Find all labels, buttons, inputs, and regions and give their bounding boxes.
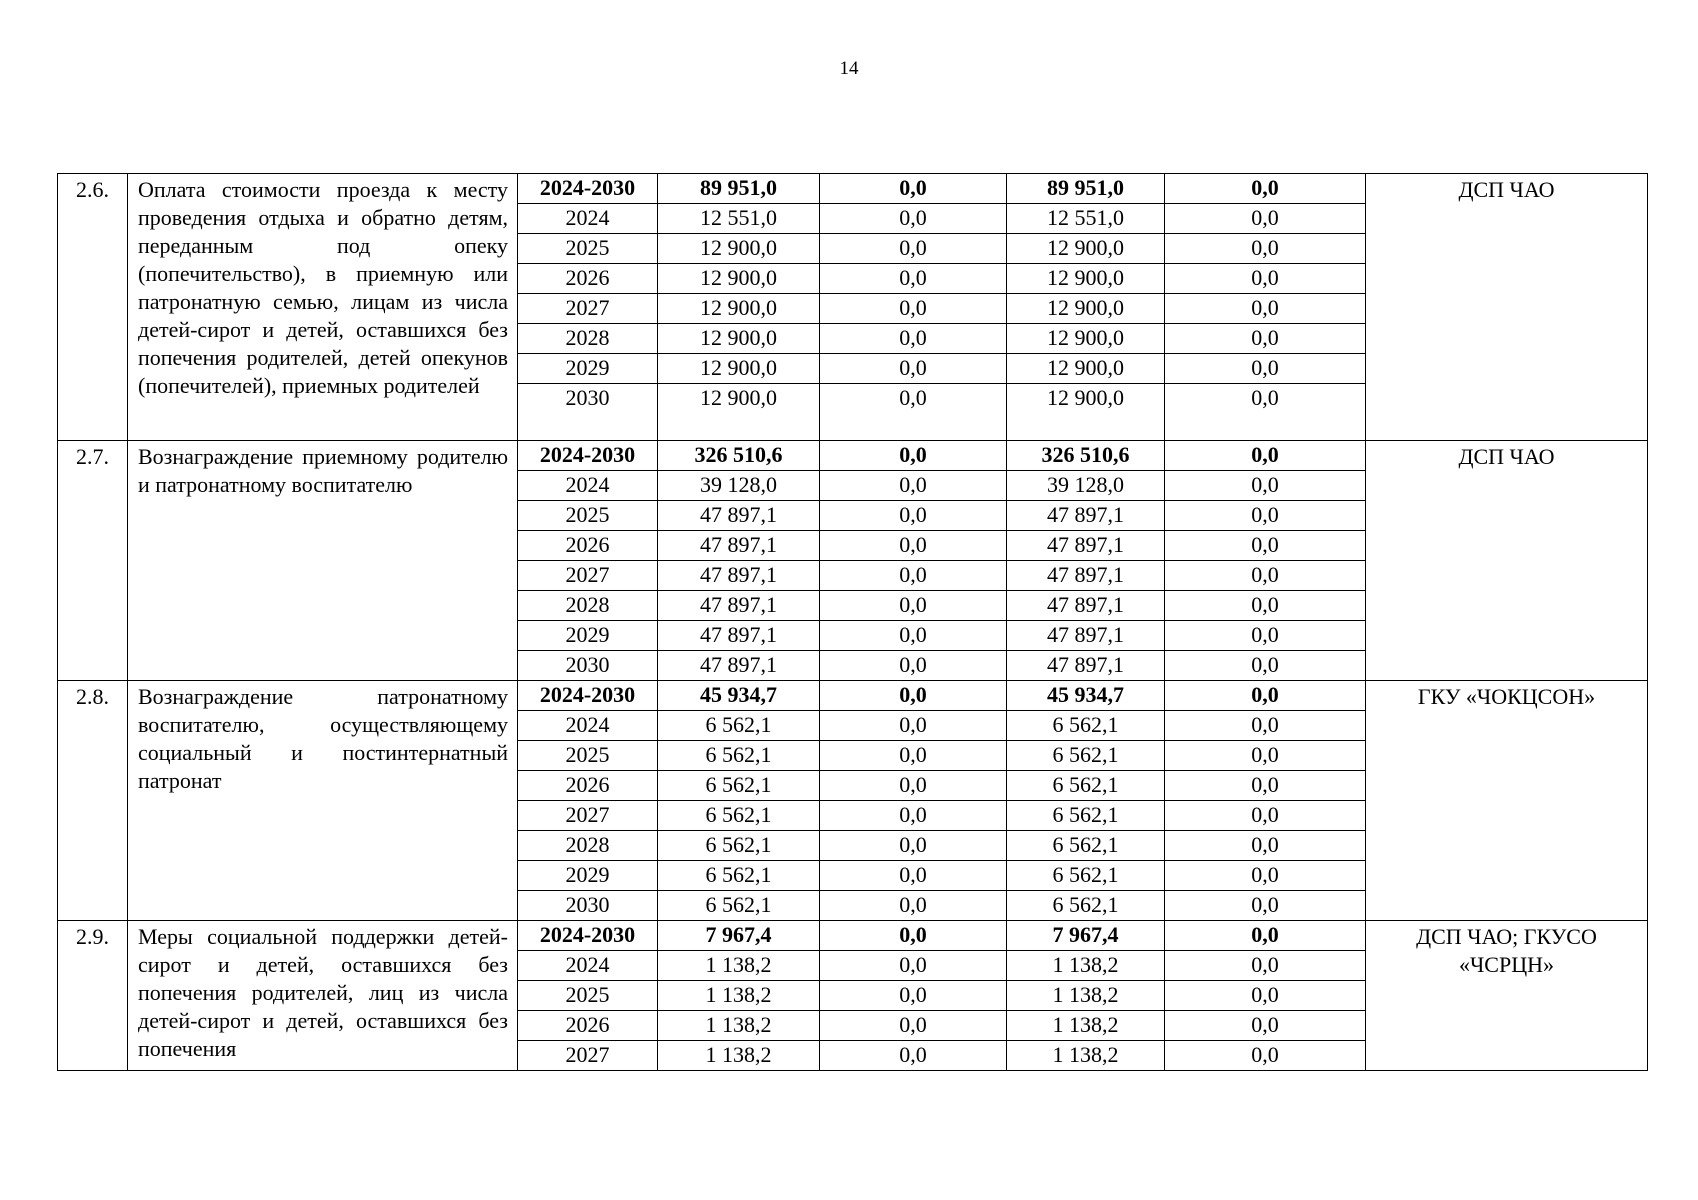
- total-cell: 1 138,2: [658, 981, 820, 1011]
- funding-source-2-cell: 6 562,1: [1007, 891, 1165, 921]
- funding-source-3-cell: 0,0: [1165, 921, 1366, 951]
- funding-source-1-cell: 0,0: [820, 441, 1007, 471]
- total-cell: 7 967,4: [658, 921, 820, 951]
- program-item-row: [58, 441, 1648, 471]
- year-cell: 2024: [518, 711, 658, 741]
- funding-source-2-cell: 47 897,1: [1007, 621, 1165, 651]
- funding-source-1-cell: 0,0: [820, 711, 1007, 741]
- executor-cell: ДСП ЧАО: [1366, 174, 1648, 441]
- funding-source-1-cell: 0,0: [820, 501, 1007, 531]
- year-cell: 2025: [518, 741, 658, 771]
- funding-source-1-cell: 0,0: [820, 1011, 1007, 1041]
- funding-source-1-cell: 0,0: [820, 741, 1007, 771]
- funding-source-2-cell: 39 128,0: [1007, 471, 1165, 501]
- funding-source-3-cell: 0,0: [1165, 651, 1366, 681]
- funding-source-1-cell: 0,0: [820, 681, 1007, 711]
- funding-source-3-cell: 0,0: [1165, 1041, 1366, 1071]
- funding-source-3-cell: 0,0: [1165, 174, 1366, 204]
- funding-source-1-cell: 0,0: [820, 264, 1007, 294]
- funding-source-3-cell: 0,0: [1165, 861, 1366, 891]
- funding-source-2-cell: 1 138,2: [1007, 981, 1165, 1011]
- funding-source-1-cell: 0,0: [820, 591, 1007, 621]
- year-cell: 2028: [518, 831, 658, 861]
- year-cell: 2024-2030: [518, 681, 658, 711]
- funding-source-3-cell: 0,0: [1165, 501, 1366, 531]
- funding-source-3-cell: 0,0: [1165, 951, 1366, 981]
- funding-source-2-cell: 12 900,0: [1007, 294, 1165, 324]
- funding-source-2-cell: 1 138,2: [1007, 951, 1165, 981]
- funding-source-3-cell: 0,0: [1165, 264, 1366, 294]
- funding-source-1-cell: 0,0: [820, 951, 1007, 981]
- funding-source-2-cell: 47 897,1: [1007, 501, 1165, 531]
- total-cell: 45 934,7: [658, 681, 820, 711]
- funding-source-1-cell: 0,0: [820, 204, 1007, 234]
- year-cell: 2024-2030: [518, 921, 658, 951]
- funding-source-2-cell: 6 562,1: [1007, 861, 1165, 891]
- funding-source-2-cell: 47 897,1: [1007, 591, 1165, 621]
- funding-source-3-cell: 0,0: [1165, 891, 1366, 921]
- funding-source-3-cell: 0,0: [1165, 711, 1366, 741]
- funding-source-2-cell: 47 897,1: [1007, 561, 1165, 591]
- total-cell: 47 897,1: [658, 591, 820, 621]
- total-cell: 6 562,1: [658, 831, 820, 861]
- funding-source-3-cell: 0,0: [1165, 741, 1366, 771]
- total-cell: 12 900,0: [658, 324, 820, 354]
- total-cell: 12 900,0: [658, 384, 820, 441]
- funding-source-1-cell: 0,0: [820, 324, 1007, 354]
- funding-source-2-cell: 12 900,0: [1007, 234, 1165, 264]
- year-cell: 2030: [518, 384, 658, 441]
- table-body: [58, 174, 1648, 1071]
- item-description: Вознаграждение приемному родителю и патронатному воспитателю: [128, 441, 518, 681]
- funding-source-1-cell: 0,0: [820, 771, 1007, 801]
- funding-source-3-cell: 0,0: [1165, 441, 1366, 471]
- funding-source-1-cell: 0,0: [820, 1041, 1007, 1071]
- year-cell: 2029: [518, 861, 658, 891]
- item-number: 2.9.: [58, 921, 128, 1071]
- funding-source-3-cell: 0,0: [1165, 471, 1366, 501]
- funding-source-2-cell: 7 967,4: [1007, 921, 1165, 951]
- funding-source-3-cell: 0,0: [1165, 831, 1366, 861]
- year-cell: 2026: [518, 1011, 658, 1041]
- funding-source-1-cell: 0,0: [820, 801, 1007, 831]
- total-cell: 1 138,2: [658, 951, 820, 981]
- funding-source-3-cell: 0,0: [1165, 801, 1366, 831]
- funding-source-3-cell: 0,0: [1165, 621, 1366, 651]
- executor-cell: ДСП ЧАО; ГКУСО «ЧСРЦН»: [1366, 921, 1648, 1071]
- funding-source-1-cell: 0,0: [820, 234, 1007, 264]
- funding-source-2-cell: 12 551,0: [1007, 204, 1165, 234]
- year-cell: 2028: [518, 324, 658, 354]
- program-item-row: [58, 921, 1648, 951]
- funding-source-3-cell: 0,0: [1165, 204, 1366, 234]
- funding-source-2-cell: 12 900,0: [1007, 264, 1165, 294]
- funding-source-2-cell: 1 138,2: [1007, 1041, 1165, 1071]
- funding-source-3-cell: 0,0: [1165, 561, 1366, 591]
- total-cell: 1 138,2: [658, 1041, 820, 1071]
- year-cell: 2030: [518, 651, 658, 681]
- year-cell: 2026: [518, 771, 658, 801]
- total-cell: 47 897,1: [658, 561, 820, 591]
- program-item-row: [58, 174, 1648, 204]
- funding-source-3-cell: 0,0: [1165, 324, 1366, 354]
- funding-source-2-cell: 6 562,1: [1007, 771, 1165, 801]
- funding-source-2-cell: 6 562,1: [1007, 831, 1165, 861]
- funding-source-1-cell: 0,0: [820, 294, 1007, 324]
- executor-cell: ГКУ «ЧОКЦСОН»: [1366, 681, 1648, 921]
- funding-source-1-cell: 0,0: [820, 384, 1007, 441]
- funding-source-1-cell: 0,0: [820, 831, 1007, 861]
- funding-source-1-cell: 0,0: [820, 651, 1007, 681]
- funding-source-2-cell: 6 562,1: [1007, 801, 1165, 831]
- funding-source-2-cell: 45 934,7: [1007, 681, 1165, 711]
- year-cell: 2027: [518, 801, 658, 831]
- year-cell: 2024-2030: [518, 441, 658, 471]
- funding-source-2-cell: 47 897,1: [1007, 651, 1165, 681]
- year-cell: 2027: [518, 294, 658, 324]
- funding-source-3-cell: 0,0: [1165, 591, 1366, 621]
- funding-source-3-cell: 0,0: [1165, 771, 1366, 801]
- total-cell: 89 951,0: [658, 174, 820, 204]
- item-number: 2.8.: [58, 681, 128, 921]
- year-cell: 2024-2030: [518, 174, 658, 204]
- page-number: 14: [839, 58, 859, 79]
- funding-source-1-cell: 0,0: [820, 621, 1007, 651]
- year-cell: 2025: [518, 234, 658, 264]
- total-cell: 6 562,1: [658, 711, 820, 741]
- total-cell: 12 900,0: [658, 264, 820, 294]
- year-cell: 2028: [518, 591, 658, 621]
- funding-source-1-cell: 0,0: [820, 891, 1007, 921]
- total-cell: 12 900,0: [658, 294, 820, 324]
- item-number: 2.6.: [58, 174, 128, 441]
- funding-source-3-cell: 0,0: [1165, 354, 1366, 384]
- funding-source-1-cell: 0,0: [820, 861, 1007, 891]
- item-description: Меры социальной поддержки детей-сирот и детей, оставшихся без попечения родителей, лиц из числа детей-сирот и детей, оставшихся без попечения: [128, 921, 518, 1071]
- funding-source-2-cell: 89 951,0: [1007, 174, 1165, 204]
- year-cell: 2025: [518, 981, 658, 1011]
- program-item-row: [58, 681, 1648, 711]
- total-cell: 47 897,1: [658, 651, 820, 681]
- funding-source-3-cell: 0,0: [1165, 1011, 1366, 1041]
- funding-source-2-cell: 12 900,0: [1007, 354, 1165, 384]
- funding-source-2-cell: 6 562,1: [1007, 741, 1165, 771]
- total-cell: 6 562,1: [658, 771, 820, 801]
- year-cell: 2030: [518, 891, 658, 921]
- year-cell: 2024: [518, 951, 658, 981]
- total-cell: 12 900,0: [658, 234, 820, 264]
- funding-source-3-cell: 0,0: [1165, 384, 1366, 441]
- funding-source-3-cell: 0,0: [1165, 681, 1366, 711]
- funding-source-2-cell: 12 900,0: [1007, 384, 1165, 441]
- funding-source-3-cell: 0,0: [1165, 531, 1366, 561]
- year-cell: 2029: [518, 354, 658, 384]
- year-cell: 2029: [518, 621, 658, 651]
- total-cell: 47 897,1: [658, 531, 820, 561]
- funding-source-1-cell: 0,0: [820, 174, 1007, 204]
- funding-source-2-cell: 326 510,6: [1007, 441, 1165, 471]
- item-number: 2.7.: [58, 441, 128, 681]
- total-cell: 12 900,0: [658, 354, 820, 384]
- funding-source-3-cell: 0,0: [1165, 294, 1366, 324]
- total-cell: 6 562,1: [658, 891, 820, 921]
- funding-source-1-cell: 0,0: [820, 981, 1007, 1011]
- total-cell: 1 138,2: [658, 1011, 820, 1041]
- funding-source-1-cell: 0,0: [820, 471, 1007, 501]
- year-cell: 2024: [518, 204, 658, 234]
- total-cell: 39 128,0: [658, 471, 820, 501]
- total-cell: 6 562,1: [658, 741, 820, 771]
- year-cell: 2024: [518, 471, 658, 501]
- funding-source-2-cell: 6 562,1: [1007, 711, 1165, 741]
- funding-source-1-cell: 0,0: [820, 354, 1007, 384]
- item-description: Вознаграждение патронатному воспитателю, осуществляющему социальный и постинтернатный патронат: [128, 681, 518, 921]
- executor-cell: ДСП ЧАО: [1366, 441, 1648, 681]
- total-cell: 47 897,1: [658, 501, 820, 531]
- funding-source-1-cell: 0,0: [820, 561, 1007, 591]
- funding-source-1-cell: 0,0: [820, 531, 1007, 561]
- funding-source-2-cell: 12 900,0: [1007, 324, 1165, 354]
- item-description: Оплата стоимости проезда к месту проведения отдыха и обратно детям, переданным под опеку (попечительство), в приемную или патронатную семью, лицам из числа детей-сирот и детей, оставшихся без попечения родителей, детей опекунов (попечителей), приемных родителей: [128, 174, 518, 441]
- total-cell: 47 897,1: [658, 621, 820, 651]
- year-cell: 2027: [518, 561, 658, 591]
- funding-source-2-cell: 1 138,2: [1007, 1011, 1165, 1041]
- funding-source-2-cell: 47 897,1: [1007, 531, 1165, 561]
- budget-table: [57, 173, 1648, 1071]
- year-cell: 2027: [518, 1041, 658, 1071]
- funding-source-3-cell: 0,0: [1165, 234, 1366, 264]
- total-cell: 6 562,1: [658, 801, 820, 831]
- total-cell: 12 551,0: [658, 204, 820, 234]
- total-cell: 326 510,6: [658, 441, 820, 471]
- total-cell: 6 562,1: [658, 861, 820, 891]
- year-cell: 2026: [518, 264, 658, 294]
- funding-source-1-cell: 0,0: [820, 921, 1007, 951]
- year-cell: 2026: [518, 531, 658, 561]
- funding-source-3-cell: 0,0: [1165, 981, 1366, 1011]
- year-cell: 2025: [518, 501, 658, 531]
